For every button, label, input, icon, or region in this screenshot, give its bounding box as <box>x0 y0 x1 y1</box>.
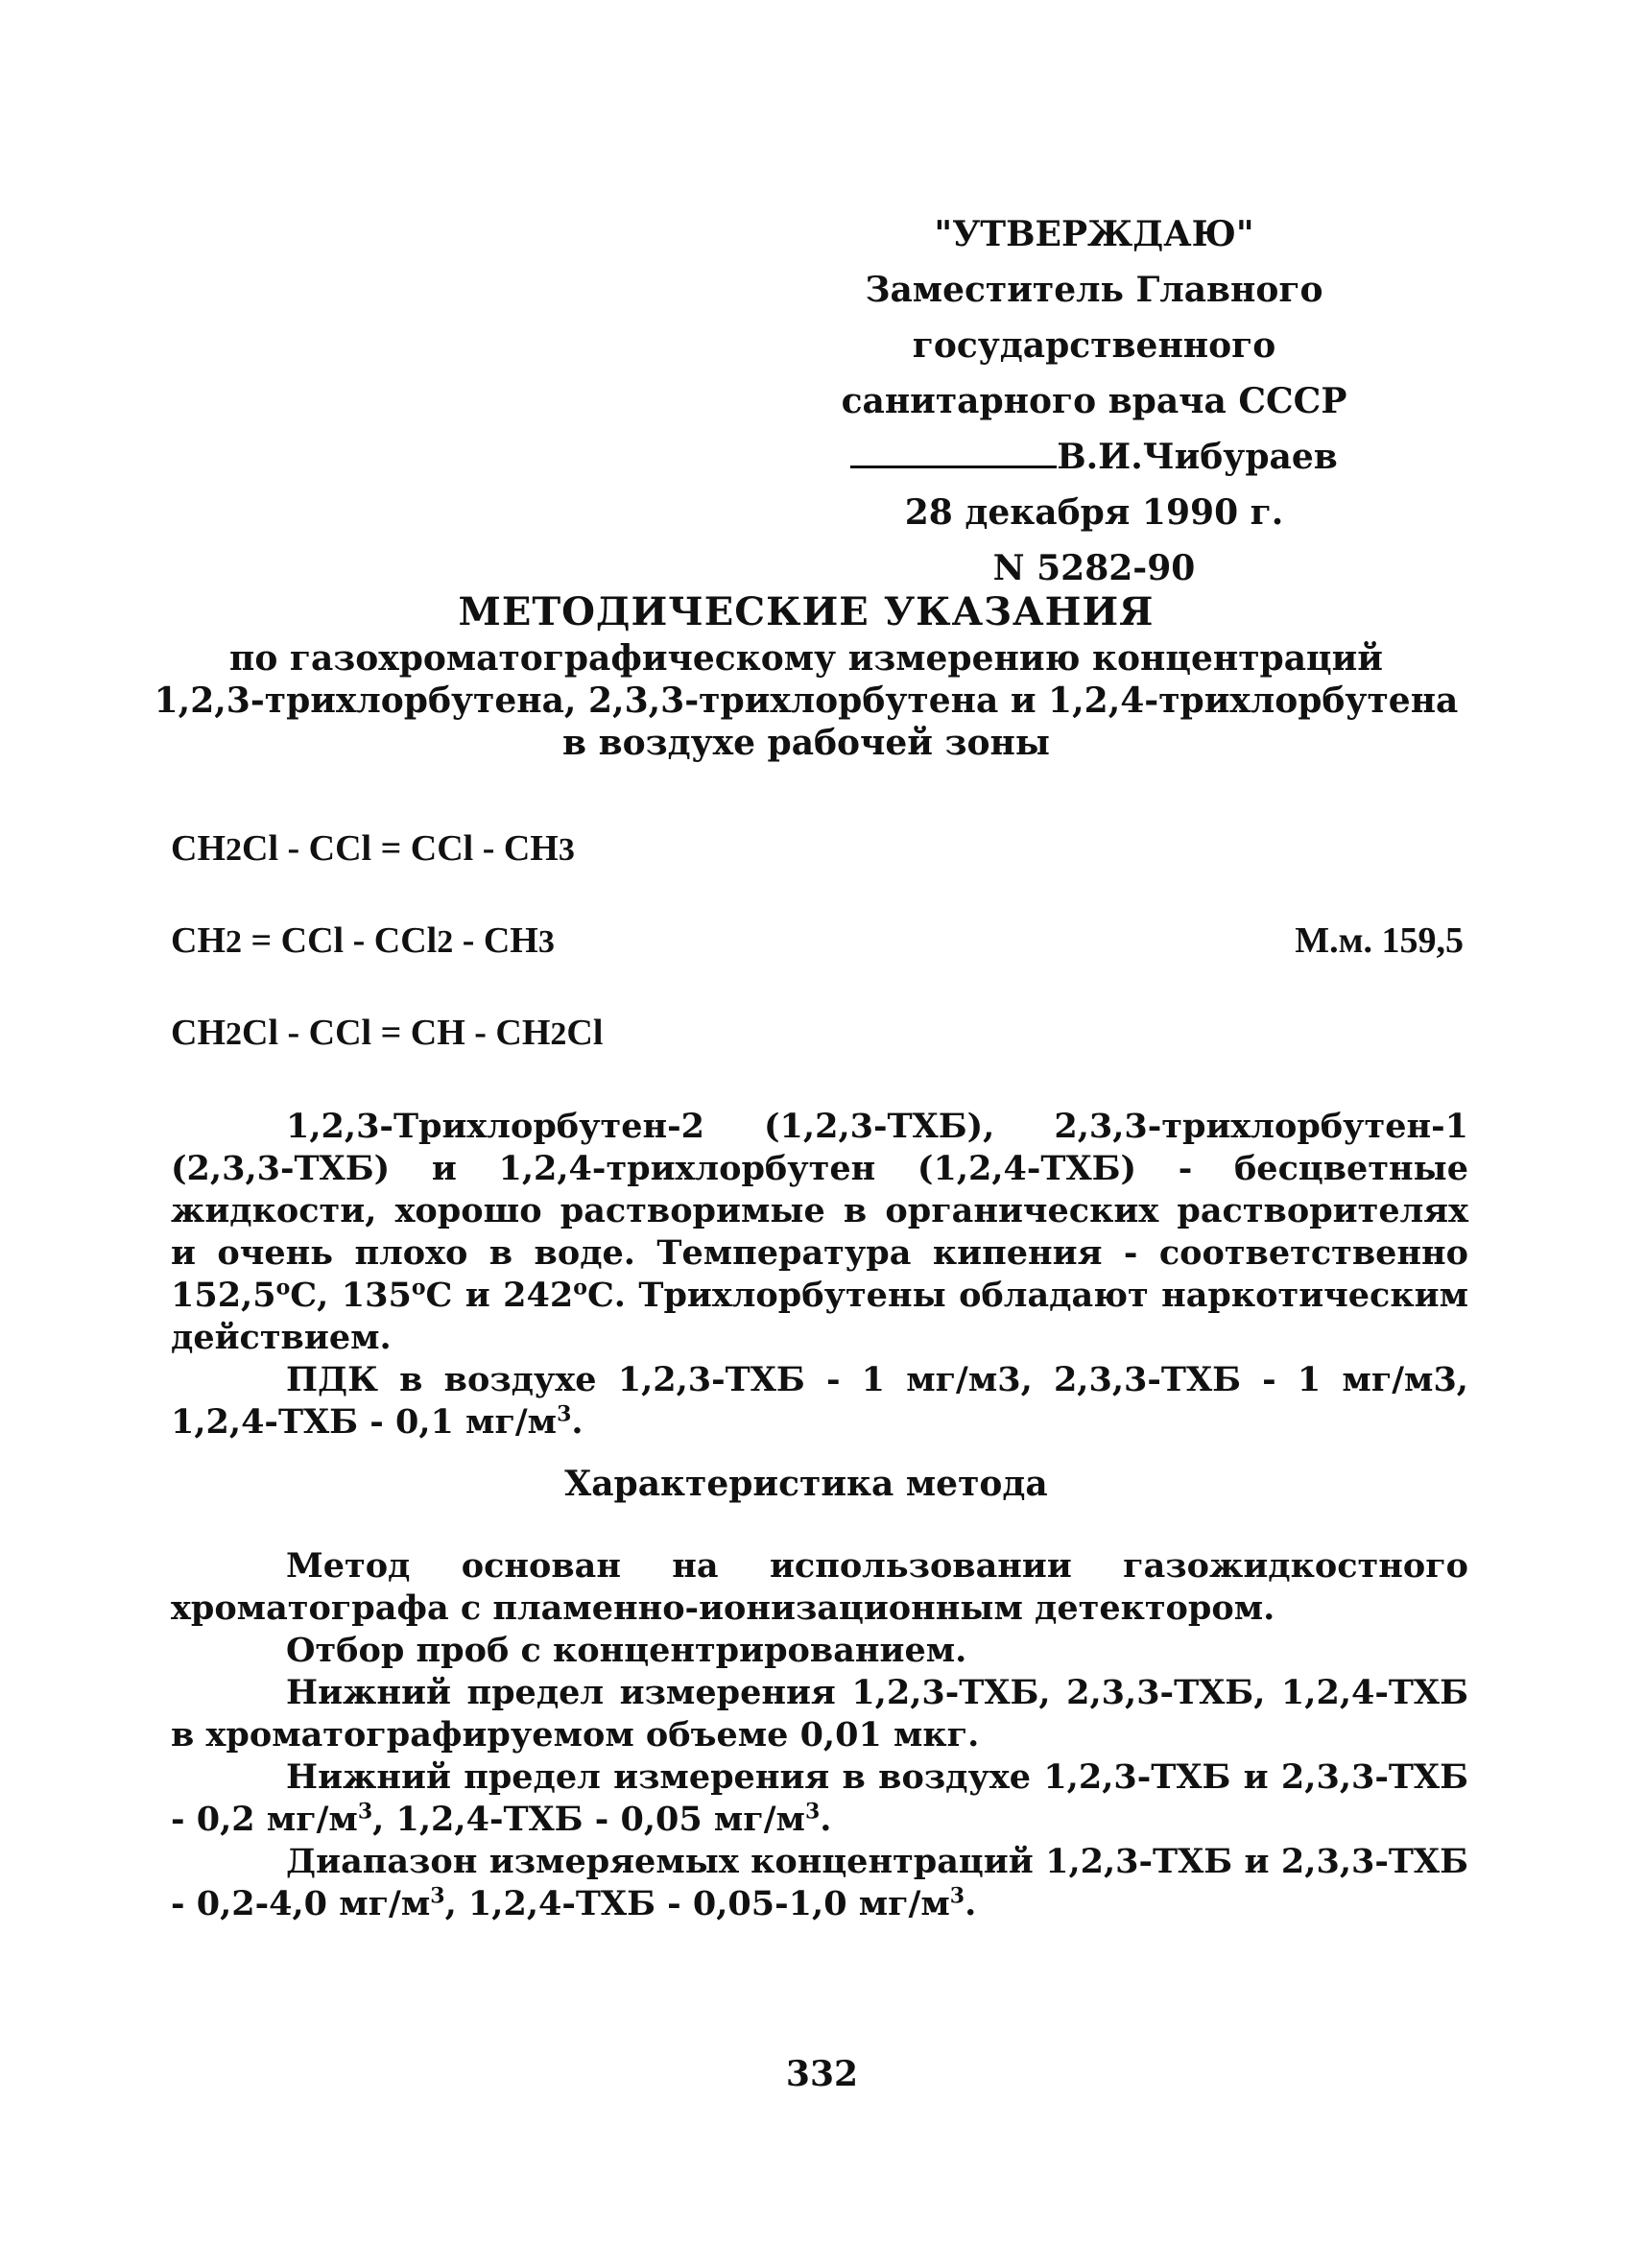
degree-mark: o <box>275 1275 291 1301</box>
formula-subscript: 2 <box>226 832 242 868</box>
intro-paragraph-1 <box>171 1106 1468 1359</box>
text-run: . <box>820 1800 832 1839</box>
text-run: С. Трихлорбутены обладают наркотическим действием. <box>171 1276 1468 1357</box>
method-paragraph-5 <box>171 1841 1468 1925</box>
text-run: . <box>571 1402 584 1442</box>
approval-signatory: В.И.Чибураев <box>1057 437 1338 477</box>
formula-part: Cl <box>566 1013 604 1053</box>
formula-1 <box>171 827 575 870</box>
text-run: . <box>965 1884 977 1923</box>
formula-subscript: 2 <box>226 1016 242 1052</box>
text-run: , 1,2,4-ТХБ - 0,05-1,0 мг/м <box>444 1884 950 1923</box>
formula-subscript: 2 <box>226 924 242 960</box>
formula-2 <box>171 919 555 962</box>
superscript: 3 <box>949 1883 965 1909</box>
formula-subscript: 3 <box>537 924 555 960</box>
method-text <box>171 1545 1468 1925</box>
text-run: С и 242 <box>425 1276 574 1315</box>
molar-mass: М.м. 159,5 <box>1295 920 1464 961</box>
formula-part: - CH <box>453 920 538 961</box>
approval-date: 28 декабря 1990 г. <box>904 492 1284 533</box>
title-line1: по газохроматографическому измерению концентраций <box>228 638 1384 679</box>
formula-subscript: 2 <box>437 924 454 960</box>
superscript: 3 <box>557 1401 572 1427</box>
superscript: 3 <box>804 1799 821 1825</box>
method-paragraph-2: Отбор проб с концентрированием. <box>286 1631 967 1670</box>
approval-stamp: "УТВЕРЖДАЮ" <box>934 214 1254 254</box>
approval-position-line2: санитарного врача СССР <box>841 381 1347 421</box>
formula-part: Cl - CCl = CH - CH <box>242 1013 551 1053</box>
text-run: 1,2,3-Трихлорбутен-2 (1,2,3-ТХБ), 2,3,3-трихлорбутен-1 (2,3,3-ТХБ) и 1,2,4-трихлорбутен (1,2,4-ТХБ) - бесцветные жидкости, хорошо растворимые в органических растворителях и очень плохо в воде. Температура кипения - соответственно 152,5 <box>171 1107 1468 1315</box>
title-line3: в воздухе рабочей зоны <box>562 723 1050 763</box>
text-run: ПДК в воздухе 1,2,3-ТХБ - 1 мг/м3, 2,3,3-ТХБ - 1 мг/м3, 1,2,4-ТХБ - 0,1 мг/м <box>171 1360 1468 1442</box>
approval-block <box>691 206 1497 596</box>
approval-position-line1: Заместитель Главного государственного <box>865 270 1323 366</box>
text-run: Диапазон измеряемых концентраций 1,2,3-ТХБ и 2,3,3-ТХБ - 0,2-4,0 мг/м <box>171 1842 1468 1923</box>
degree-mark: o <box>573 1275 587 1301</box>
document-title: МЕТОДИЧЕСКИЕ УКАЗАНИЯ <box>458 589 1155 634</box>
method-paragraph-1: Метод основан на использовании газожидкостного хроматографа с пламенно-ионизационным детектором. <box>171 1546 1468 1628</box>
title-block <box>154 587 1459 764</box>
section-heading: Характеристика метода <box>564 1464 1048 1504</box>
formula-subscript: 3 <box>558 832 575 868</box>
intro-paragraph-2 <box>171 1359 1468 1444</box>
text-run: , 1,2,4-ТХБ - 0,05 мг/м <box>372 1800 805 1839</box>
formula-3 <box>171 1012 603 1054</box>
formula-subscript: 2 <box>550 1016 567 1052</box>
page-number: 332 <box>785 2054 859 2094</box>
degree-mark: o <box>411 1275 426 1301</box>
text-run: С, 135 <box>290 1276 412 1315</box>
title-line2: 1,2,3-трихлорбутена, 2,3,3-трихлорбутена и 1,2,4-трихлорбутена <box>154 680 1459 721</box>
formula-part: CH <box>171 920 226 961</box>
formula-part: Cl - CCl = CCl - CH <box>242 828 559 869</box>
superscript: 3 <box>430 1883 445 1909</box>
approval-number: N 5282-90 <box>992 548 1196 588</box>
method-paragraph-3: Нижний предел измерения 1,2,3-ТХБ, 2,3,3-ТХБ, 1,2,4-ТХБ в хроматографируемом объеме 0,01 мкг. <box>171 1673 1468 1755</box>
signature-line <box>850 437 1057 468</box>
formula-part: CH <box>171 1013 226 1053</box>
approval-signature-row <box>691 429 1497 485</box>
intro-text <box>171 1106 1468 1444</box>
text-run: Нижний предел измерения в воздухе 1,2,3-ТХБ и 2,3,3-ТХБ - 0,2 мг/м <box>171 1757 1468 1839</box>
superscript: 3 <box>357 1799 373 1825</box>
formula-part: = CCl - CCl <box>242 920 438 961</box>
method-paragraph-4 <box>171 1756 1468 1841</box>
formula-part: CH <box>171 828 226 869</box>
